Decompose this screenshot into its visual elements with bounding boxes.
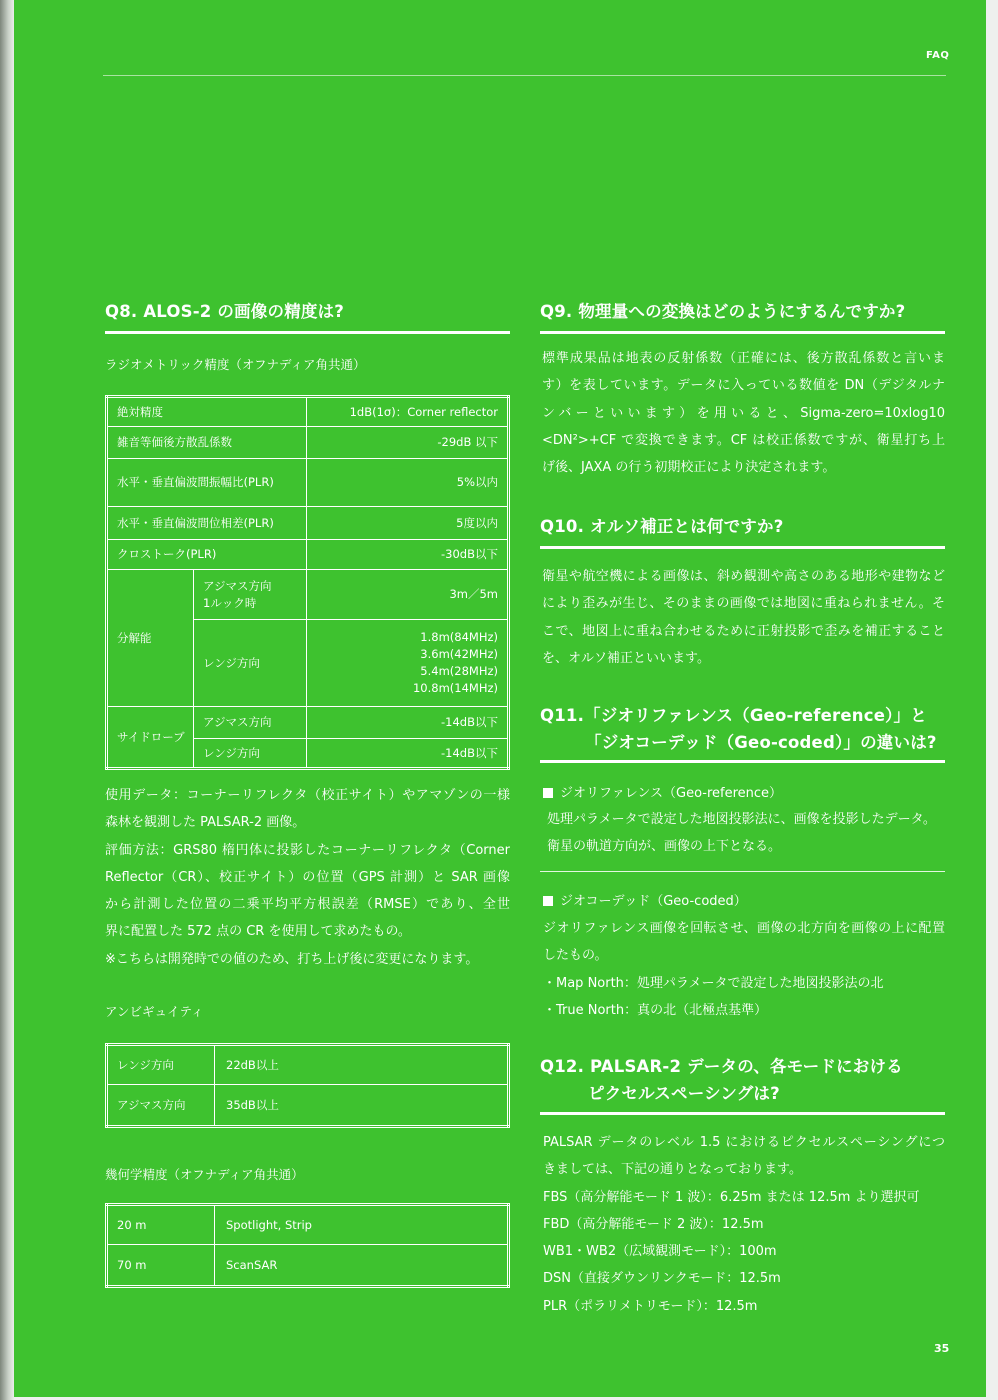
q9-answer xyxy=(542,345,945,481)
section-label: FAQ xyxy=(926,50,950,61)
georef-label-text: ジオリファレンス（Geo-reference） xyxy=(560,786,783,801)
row-value: ScanSAR xyxy=(215,1245,509,1287)
q8-title-underline xyxy=(105,331,510,334)
table-row xyxy=(107,1245,509,1287)
q12-title-underline xyxy=(540,1112,945,1115)
row-value: -30dB以下 xyxy=(307,540,509,570)
geocoded-label xyxy=(543,892,945,912)
q8-notes xyxy=(105,782,510,973)
value-line: 1.8m(84MHz) xyxy=(420,630,498,644)
row-label: 絶対精度 xyxy=(107,397,307,427)
description-line: ・Map North：処理パラメータで設定した地図投影法の北 xyxy=(543,975,884,991)
table-row xyxy=(107,570,509,620)
table-row xyxy=(107,427,509,459)
geometric-accuracy-table xyxy=(105,1203,510,1288)
row-label: 水平・垂直偏波間振幅比(PLR) xyxy=(107,459,307,507)
answer-line: ンバーといいます）を用いると、Sigma-zero=10xlog10 xyxy=(542,405,945,421)
table-row xyxy=(107,397,509,427)
q11-title-line: 「ジオコーデッド（Geo-coded）」の違いは? xyxy=(585,733,937,752)
description-line: 処理パラメータで設定した地図投影法に、画像を投影したデータ。 xyxy=(547,812,936,827)
row-sublabel: レンジ方向 xyxy=(194,739,307,769)
q9-title-underline xyxy=(540,331,945,334)
description-line: 衛星の軌道方向が、画像の上下となる。 xyxy=(547,839,782,855)
answer-line: <DN²>+CF で変換できます。CF は校正係数ですが、衛星打ち上 xyxy=(542,432,945,448)
note-line: Reflector（CR）、校正サイト）の位置（GPS 計測）と SAR 画像 xyxy=(105,869,510,885)
answer-line: PALSAR データのレベル 1.5 におけるピクセルスペーシングにつ xyxy=(543,1135,945,1150)
table-row xyxy=(107,707,509,739)
square-bullet-icon xyxy=(543,896,553,906)
row-value: -14dB以下 xyxy=(307,707,509,739)
geocoded-description xyxy=(543,915,945,1024)
description-line: したもの。 xyxy=(543,948,608,964)
row-label: クロストーク(PLR) xyxy=(107,540,307,570)
answer-line: げ後、JAXA の行う初期校正により決定されます。 xyxy=(542,460,836,476)
answer-line: 標準成果品は地表の反射係数（正確には、後方散乱係数と言いま xyxy=(542,351,945,366)
q9-title: Q9. 物理量への変換はどのようにするんですか? xyxy=(540,302,906,321)
row-sublabel xyxy=(194,570,307,620)
row-value: 5度以内 xyxy=(307,507,509,540)
row-label: レンジ方向 xyxy=(107,1045,215,1085)
row-label: 70 m xyxy=(107,1245,215,1287)
row-group-label: 分解能 xyxy=(107,570,194,707)
q12-title-line: ピクセルスペーシングは? xyxy=(588,1084,780,1103)
row-value: 5%以内 xyxy=(307,459,509,507)
table-row xyxy=(107,1205,509,1245)
sublabel-line: 1ルック時 xyxy=(203,595,257,610)
row-value: 1dB(1σ)：Corner reflector xyxy=(307,397,509,427)
answer-line: こで、地図上に重ね合わせるために正射投影で歪みを補正すること xyxy=(542,623,945,639)
row-value: 35dB以上 xyxy=(215,1085,509,1127)
row-value: Spotlight, Strip xyxy=(215,1205,509,1245)
sublabel-line: アジマス方向 xyxy=(203,578,272,593)
value-line: 5.4m(28MHz) xyxy=(420,664,498,678)
answer-line: きましては、下記の通りとなっております。 xyxy=(543,1162,802,1178)
note-line: 使用データ：コーナーリフレクタ（校正サイト）やアマゾンの一様 xyxy=(105,788,510,803)
answer-line: FBD（高分解能モード 2 波）：12.5m xyxy=(543,1216,764,1232)
table-row xyxy=(107,1045,509,1085)
table-row xyxy=(107,1085,509,1127)
row-sublabel: アジマス方向 xyxy=(194,707,307,739)
row-label: アジマス方向 xyxy=(107,1085,215,1127)
row-value: -14dB以下 xyxy=(307,739,509,769)
row-value: -29dB 以下 xyxy=(307,427,509,459)
description-line: ジオリファレンス画像を回転させ、画像の北方向を画像の上に配置 xyxy=(543,921,945,936)
note-line: 評価方法：GRS80 楕円体に投影したコーナーリフレクタ（Corner xyxy=(105,842,510,858)
q10-answer xyxy=(542,563,945,672)
radiometric-accuracy-table xyxy=(105,395,510,770)
row-label: 20 m xyxy=(107,1205,215,1245)
row-label: 雑音等価後方散乱係数 xyxy=(107,427,307,459)
answer-line: を、オルソ補正といいます。 xyxy=(542,650,710,666)
q11-title-underline xyxy=(540,760,945,763)
scan-edge xyxy=(0,0,14,1400)
table-row xyxy=(107,507,509,540)
row-group-label: サイドローブ xyxy=(107,707,194,769)
answer-line: WB1・WB2（広域観測モード）：100m xyxy=(543,1244,777,1260)
answer-line: により歪みが生じ、そのままの画像では地図に重ねられません。そ xyxy=(542,596,945,612)
q8-title: Q8. ALOS-2 の画像の精度は? xyxy=(105,302,345,321)
header-rule xyxy=(103,75,946,76)
answer-line: FBS（高分解能モード 1 波）：6.25m または 12.5m より選択可 xyxy=(543,1189,920,1205)
q10-title-underline xyxy=(540,546,945,549)
q10-title: Q10. オルソ補正とは何ですか? xyxy=(540,517,784,536)
q12-answer xyxy=(543,1129,945,1320)
note-line: 森林を観測した PALSAR-2 画像。 xyxy=(105,815,306,831)
answer-line: PLR（ポラリメトリモード）：12.5m xyxy=(543,1298,758,1314)
row-sublabel: レンジ方向 xyxy=(194,620,307,707)
georef-description xyxy=(547,806,945,861)
table-row xyxy=(107,540,509,570)
note-line: ※こちらは開発時での値のため、打ち上げ後に変更になります。 xyxy=(105,951,479,967)
row-value: 3m／5m xyxy=(307,570,509,620)
description-line: ・True North：真の北（北極点基準） xyxy=(543,1002,768,1018)
row-value xyxy=(307,620,509,707)
geometric-heading: 幾何学精度（オフナディア角共通） xyxy=(105,1167,304,1182)
table-row xyxy=(107,459,509,507)
page-number: 35 xyxy=(934,1342,950,1355)
q11-title-line: Q11.「ジオリファレンス（Geo-reference）」と xyxy=(540,706,927,725)
square-bullet-icon xyxy=(543,788,553,798)
row-value: 22dB以上 xyxy=(215,1045,509,1085)
answer-line: 衛星や航空機による画像は、斜め観測や高さのある地形や建物など xyxy=(542,569,945,584)
q12-title-line: Q12. PALSAR-2 データの、各モードにおける xyxy=(540,1057,903,1076)
divider xyxy=(540,871,945,872)
geocoded-label-text: ジオコーデッド（Geo-coded） xyxy=(560,894,747,909)
note-line: から計測した位置の二乗平均平方根誤差（RMSE）であり、全世 xyxy=(105,897,510,913)
value-line: 3.6m(42MHz) xyxy=(420,647,498,661)
ambiguity-heading: アンビギュイティ xyxy=(105,1004,204,1019)
row-label: 水平・垂直偏波間位相差(PLR) xyxy=(107,507,307,540)
value-line: 10.8m(14MHz) xyxy=(412,681,498,695)
radiometric-heading: ラジオメトリック精度（オフナディア角共通） xyxy=(105,357,366,372)
answer-line: DSN（直接ダウンリンクモード：12.5m xyxy=(543,1271,781,1287)
ambiguity-table xyxy=(105,1043,510,1128)
note-line: 界に配置した 572 点の CR を使用して求めたもの。 xyxy=(105,924,411,940)
answer-line: す）を表しています。データに入っている数値を DN（デジタルナ xyxy=(542,378,945,394)
georef-label xyxy=(543,784,945,804)
